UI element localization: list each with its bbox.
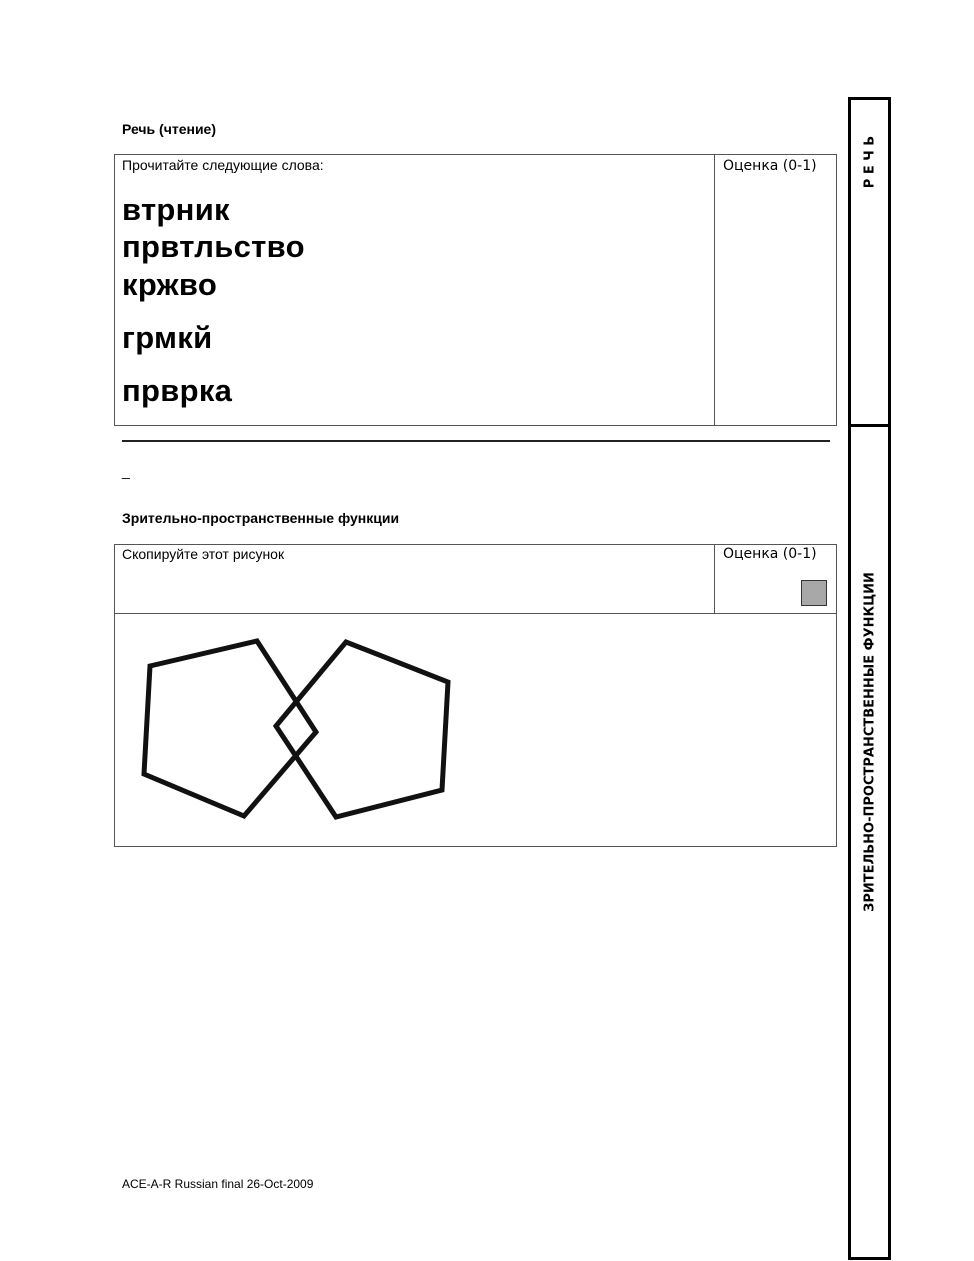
word-4: грмкй xyxy=(122,320,213,355)
speech-instruction: Прочитайте следующие слова: xyxy=(122,157,324,173)
word-5: прврка xyxy=(122,373,233,408)
separator-dash: _ xyxy=(122,463,130,479)
visuospatial-section-title: Зрительно-пространственные функции xyxy=(122,510,400,526)
word-3: кржво xyxy=(122,267,218,302)
score-checkbox[interactable] xyxy=(801,580,827,606)
footer-text: ACE-A-R Russian final 26-Oct-2009 xyxy=(122,1177,314,1191)
intersecting-pentagons-figure xyxy=(114,614,836,846)
visuospatial-score-label: Оценка (0-1) xyxy=(723,546,817,562)
section-separator xyxy=(122,440,830,442)
visuospatial-table-divider xyxy=(714,544,715,614)
side-tab-speech xyxy=(848,97,891,427)
speech-score-label: Оценка (0-1) xyxy=(723,158,817,174)
word-2: првтльство xyxy=(122,229,305,264)
visuospatial-instruction: Скопируйте этот рисунок xyxy=(122,546,285,562)
right-pentagon xyxy=(276,642,448,817)
side-tab-speech-label: Р Е Ч Ь xyxy=(862,135,877,189)
word-1: втрник xyxy=(122,192,230,227)
side-tab-visuospatial xyxy=(848,424,891,1260)
left-pentagon xyxy=(144,641,316,816)
speech-table-divider xyxy=(714,154,715,426)
side-tab-visuospatial-label: ЗРИТЕЛЬНО-ПРОСТРАНСТВЕННЫЕ ФУНКЦИИ xyxy=(862,572,877,912)
speech-section-title: Речь (чтение) xyxy=(122,121,216,137)
